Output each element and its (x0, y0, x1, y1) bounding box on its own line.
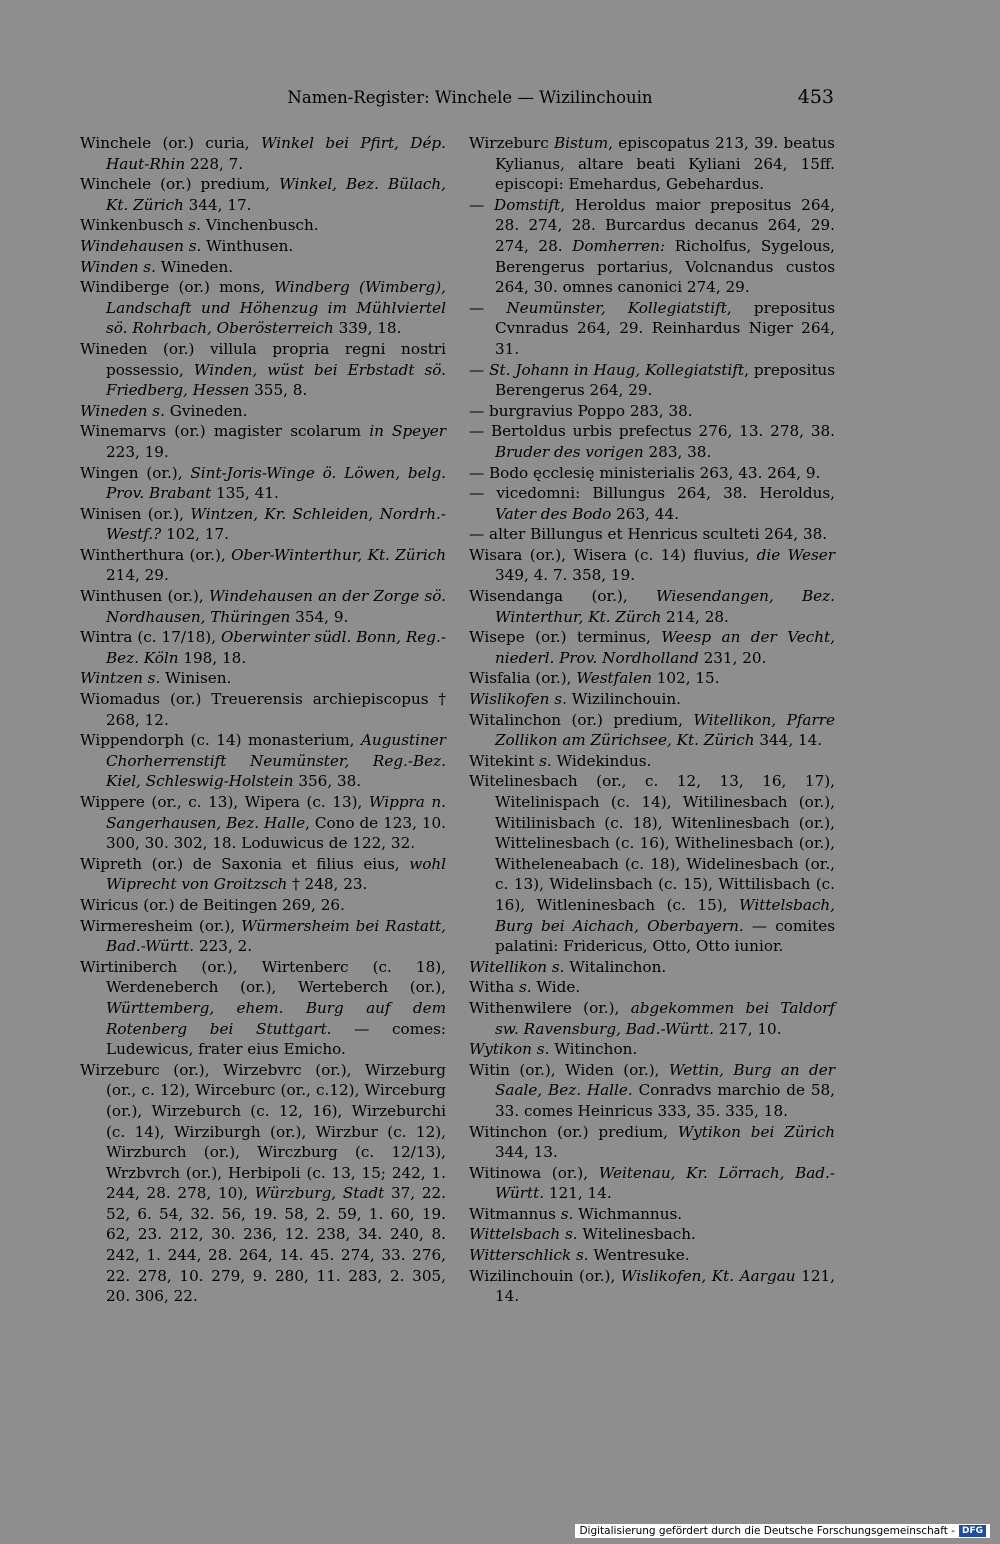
index-entry: Wisara (or.), Wisera (c. 14) fluvius, die Weser 349, 4. 7. 358, 19. (469, 545, 836, 585)
index-entry: Winden s. Wineden. (80, 257, 234, 276)
index-entry: Wisfalia (or.), Westfalen 102, 15. (469, 669, 720, 688)
index-entry: Windehausen s. Winthusen. (80, 236, 294, 255)
index-entry: Wippendorph (c. 14) monasterium, Augustiner Chorherrenstift Neumünster, Reg.-Bez. Kiel, Schleswig-Holstein 356, 38. (80, 731, 446, 791)
index-entry: Witin (or.), Widen (or.), Wettin, Burg an der Saale, Bez. Halle. Conradvs marchio de 58, 33. comes Heinricus 333, 35. 335, 18. (469, 1060, 835, 1120)
index-entry: — Bodo ęcclesię ministerialis 263, 43. 264, 9. (469, 463, 821, 482)
left-column (80, 133, 446, 1307)
dfg-logo: DFG (959, 1525, 986, 1537)
index-entry: Witelinesbach (or., c. 12, 13, 16, 17), Witelinispach (c. 14), Witilinesbach (or.), Witilinisbach (c. 18), Witenlinesbach (or.), Wittelinesbach (c. 16), Withelinesbach (or.), Witheleneabach (c. 18), Widelinesbach (or., c. 13), Widelinsbach (c. 15), Wittilisbach (c. 16), Witleninesbach (c. 15), Wittelsbach, Burg bei Aichach, Oberbayern. — comites palatini: Fridericus, Otto, Otto iunior. (469, 772, 835, 956)
index-entry: Wintra (c. 17/18), Oberwinter südl. Bonn, Reg.-Bez. Köln 198, 18. (80, 628, 446, 667)
page-header (80, 86, 834, 112)
index-entry: Wisendanga (or.), Wiesendangen, Bez. Winterthur, Kt. Zürch 214, 28. (469, 587, 836, 626)
index-entry: Wytikon s. Witinchon. (469, 1040, 638, 1059)
index-entry: Withenwilere (or.), abgekommen bei Taldorf sw. Ravensburg, Bad.-Württ. 217, 10. (469, 998, 835, 1038)
index-entry: Wisepe (or.) terminus, Weesp an der Vecht, niederl. Prov. Nordholland 231, 20. (469, 628, 835, 667)
index-entry: Wingen (or.), Sint-Joris-Winge ö. Löwen, belg. Prov. Brabant 135, 41. (80, 463, 446, 503)
index-entry: Winisen (or.), Wintzen, Kr. Schleiden, Nordrh.-Westf.? 102, 17. (80, 504, 446, 544)
index-entry: Witha s. Wide. (469, 978, 581, 997)
index-entry: Wizilinchouin (or.), Wislikofen, Kt. Aargau 121, 14. (469, 1266, 835, 1306)
index-entry: — vicedomni: Billungus 264, 38. Heroldus, Vater des Bodo 263, 44. (469, 484, 835, 523)
index-entry: Wislikofen s. Wizilinchouin. (469, 690, 681, 709)
index-entry: Wirmeresheim (or.), Würmersheim bei Rastatt, Bad.-Württ. 223, 2. (80, 916, 446, 956)
index-entry: Winthusen (or.), Windehausen an der Zorge sö. Nordhausen, Thüringen 354, 9. (80, 587, 447, 626)
footer-banner (575, 1524, 990, 1538)
index-entry: Wippere (or., c. 13), Wipera (c. 13), Wippra n. Sangerhausen, Bez. Halle, Cono de 123, 10. 300, 30. 302, 18. Loduwicus de 122, 32. (80, 793, 446, 853)
index-entry: Witekint s. Widekindus. (469, 751, 652, 770)
index-entry: Wintzen s. Winisen. (80, 669, 232, 688)
index-entry: Wiricus (or.) de Beitingen 269, 26. (80, 895, 345, 914)
index-entry: Witellikon s. Witalinchon. (469, 957, 667, 976)
index-entry: Witinchon (or.) predium, Wytikon bei Zürich 344, 13. (469, 1122, 836, 1162)
index-entry: Witinowa (or.), Weitenau, Kr. Lörrach, Bad.-Württ. 121, 14. (469, 1163, 835, 1203)
index-entry: Wineden (or.) villula propria regni nostri possessio, Winden, wüst bei Erbstadt sö. Friedberg, Hessen 355, 8. (80, 339, 447, 400)
index-entry: Wipreth (or.) de Saxonia et filius eius, wohl Wiprecht von Groitzsch † 248, 23. (80, 854, 446, 894)
index-entry: Wirzeburc Bistum, episcopatus 213, 39. beatus Kylianus, altare beati Kyliani 264, 15ff. episcopi: Emehardus, Gebehardus. (469, 134, 835, 194)
index-entry: Wirtiniberch (or.), Wirtenberc (c. 18), Werdeneberch (or.), Werteberch (or.), Württemberg, ehem. Burg auf dem Rotenberg bei Stuttgart. — comes: Ludewicus, frater eius Emicho. (80, 957, 446, 1059)
index-entry: — Domstift, Heroldus maior prepositus 264, 28. 274, 28. Burcardus decanus 264, 29. 274, 28. Domherren: Richolfus, Sygelous, Berengerus portarius, Volcnandus custos 264, 30. omnes canonici 274, 29. (469, 195, 836, 297)
index-entry: — alter Billungus et Henricus sculteti 264, 38. (469, 525, 828, 544)
index-entry: Wirzeburc (or.), Wirzebvrc (or.), Wirzeburg (or., c. 12), Wirceburc (or., c.12), Wirceburg (or.), Wirzeburch (c. 12, 16), Wirzeburchi (c. 14), Wirziburgh (or.), Wirzbur (c. 12), Wirzburch (or.), Wirczburg (c. 12/13), Wrzbvrch (or.), Herbipoli (c. 13, 15; 242, 1. 244, 28. 278, 10), Würzburg, Stadt 37, 22. 52, 6. 54, 32. 56, 19. 58, 2. 59, 1. 60, 19. 62, 23. 212, 30. 236, 12. 238, 34. 240, 8. 242, 1. 244, 28. 264, 14. 45. 274, 33. 276, 22. 278, 10. 279, 9. 280, 11. 283, 2. 305, 20. 306, 22. (80, 1060, 446, 1306)
running-title: Namen-Register: Winchele — Wizilinchouin (287, 88, 653, 107)
index-entry: Wittelsbach s. Witelinesbach. (469, 1225, 696, 1244)
index-entry: Winchele (or.) curia, Winkel bei Pfirt, Dép. Haut-Rhin 228, 7. (80, 134, 446, 173)
index-entry: Witterschlick s. Wentresuke. (469, 1246, 690, 1265)
index-entry: Witalinchon (or.) predium, Witellikon, Pfarre Zollikon am Zürichsee, Kt. Zürich 344, 14. (469, 710, 835, 750)
index-entry: — St. Johann in Haug, Kollegiatstift, prepositus Berengerus 264, 29. (469, 360, 836, 400)
index-entry: Winchele (or.) predium, Winkel, Bez. Bülach, Kt. Zürich 344, 17. (80, 175, 446, 214)
index-entry: Wiomadus (or.) Treuerensis archiepiscopus † 268, 12. (80, 690, 446, 729)
index-entry: Wintherthura (or.), Ober-Winterthur, Kt. Zürich 214, 29. (80, 545, 446, 585)
index-entry: — Bertoldus urbis prefectus 276, 13. 278, 38. Bruder des vorigen 283, 38. (469, 422, 835, 461)
index-entry: Winkenbusch s. Vinchenbusch. (80, 216, 319, 235)
index-entry: — burgravius Poppo 283, 38. (469, 401, 693, 420)
index-entry: Winemarvs (or.) magister scolarum in Speyer 223, 19. (80, 422, 446, 461)
index-entry: Wineden s. Gvineden. (80, 401, 248, 420)
index-entry: — Neumünster, Kollegiatstift, prepositus Cvnradus 264, 29. Reinhardus Niger 264, 31. (469, 298, 836, 358)
page-number: 453 (797, 86, 834, 108)
index-entry: Windiberge (or.) mons, Windberg (Wimberg), Landschaft und Höhenzug im Mühlviertel sö. Rohrbach, Oberösterreich 339, 18. (80, 278, 446, 338)
footer-text: Digitalisierung gefördert durch die Deutsche Forschungsgemeinschaft - (579, 1525, 955, 1537)
right-column (469, 133, 835, 1307)
index-entry: Witmannus s. Wichmannus. (469, 1204, 683, 1223)
